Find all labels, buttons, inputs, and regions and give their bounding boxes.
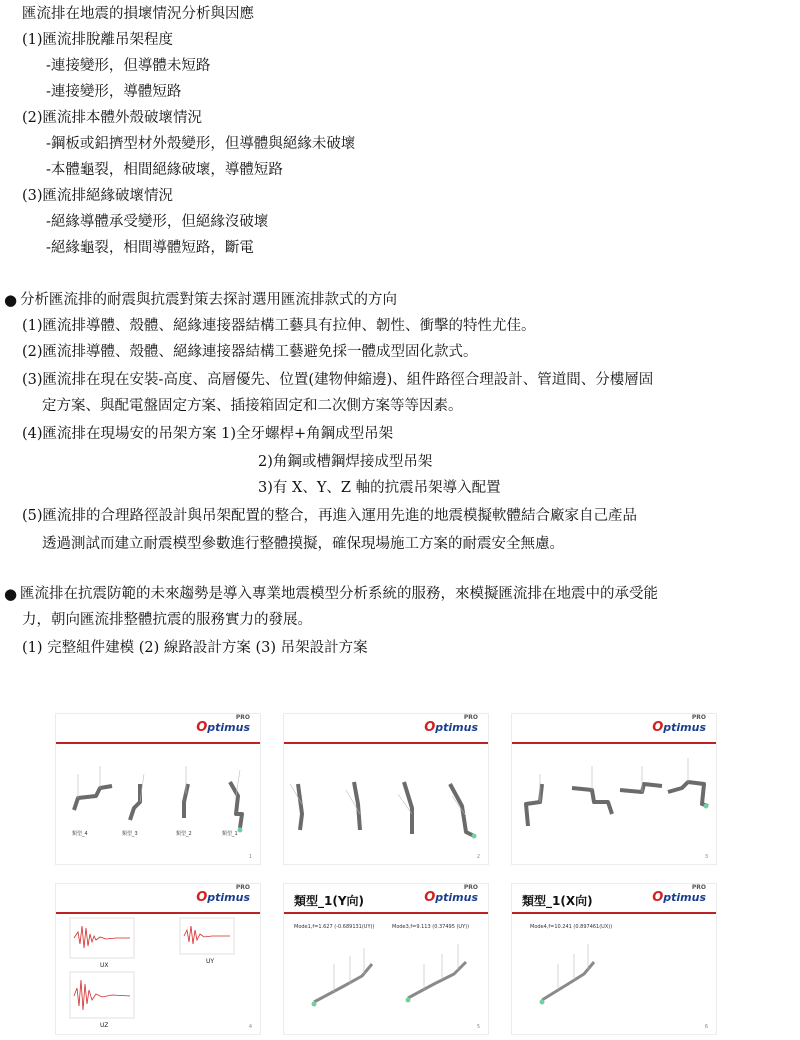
item-2-sub-1: -鋼板或鋁擠型材外殼變形，但導體與絕緣未破壞 bbox=[46, 136, 356, 152]
analysis-item-1: (1)匯流排導體、殼體、絕緣連接器結構工藝具有拉伸、韌性、衝擊的特性尤佳。 bbox=[22, 318, 536, 334]
analysis-item-2: (2)匯流排導體、殼體、絕緣連接器結構工藝避免採一體成型固化款式。 bbox=[22, 344, 478, 360]
section-title-3-cont: 力，朝向匯流排整體抗震的服務實力的發展。 bbox=[22, 612, 312, 628]
busway-model-figure bbox=[56, 744, 260, 864]
item-2-heading: (2)匯流排本體外殼破壞情況 bbox=[22, 110, 203, 126]
slide-5 bbox=[284, 884, 488, 1034]
analysis-item-5-cont: 透過測試而建立耐震模型參數進行整體摸擬，確保現場施工方案的耐震安全無慮。 bbox=[42, 536, 564, 552]
item-2-sub-2: -本體龜裂，相間絕緣破壞，導體短路 bbox=[46, 162, 283, 178]
item-1-sub-1: -連接變形，但導體未短路 bbox=[46, 58, 211, 74]
section-title-1: 匯流排在地震的損壞情況分析與因應 bbox=[22, 6, 254, 22]
optimus-logo: Optimus PRO bbox=[196, 884, 250, 905]
model-label: 類型_4 bbox=[72, 831, 88, 837]
slide-title: 類型_1(Y向) bbox=[294, 894, 365, 908]
plot-caption: UZ bbox=[100, 1022, 109, 1029]
busway-model-figure bbox=[284, 744, 488, 864]
page-number: 6 bbox=[704, 1024, 708, 1030]
model-label: 類型_1 bbox=[222, 831, 238, 837]
analysis-item-4: (4)匯流排在現場安的吊架方案 1)全牙螺桿+角鋼成型吊架 bbox=[22, 426, 394, 442]
item-3-heading: (3)匯流排絕緣破壞情況 bbox=[22, 188, 174, 204]
item-3-sub-1: -絕緣導體承受變形，但絕緣沒破壞 bbox=[46, 214, 269, 230]
analysis-item-4-opt-3: 3)有 X、Y、Z 軸的抗震吊架導入配置 bbox=[258, 480, 501, 496]
page-number: 1 bbox=[248, 854, 252, 860]
model-label: 類型_3 bbox=[122, 831, 138, 837]
mode-label: Mode1,f=1.627 (-0.689131(UY)) bbox=[294, 924, 375, 930]
analysis-item-3: (3)匯流排在現在安裝-高度、高層優先、位置(建物伸縮邊)、組件路徑合理設計、管道間、分樓層固 bbox=[22, 372, 654, 388]
analysis-item-4-opt-2: 2)角鋼或槽鋼焊接成型吊架 bbox=[258, 454, 433, 470]
analysis-item-3-cont: 定方案、與配電盤固定方案、插接箱固定和二次側方案等等因素。 bbox=[42, 398, 463, 414]
plot-caption: UX bbox=[100, 962, 109, 969]
mode-label: Mode4,f=10.241 (0.897461(UX)) bbox=[530, 924, 613, 930]
analysis-item-5: (5)匯流排的合理路徑設計與吊架配置的整合，再進入運用先進的地震模擬軟體結合廠家自己產品 bbox=[22, 508, 638, 524]
page-number: 5 bbox=[476, 1024, 480, 1030]
slide-3 bbox=[512, 714, 716, 864]
section-title-3: 匯流排在抗震防範的未來趨勢是導入專業地震模型分析系統的服務，來模擬匯流排在地震中的承受能 bbox=[20, 586, 658, 602]
service-items: (1) 完整組件建模 (2) 線路設計方案 (3) 吊架設計方案 bbox=[22, 640, 368, 656]
model-label: 類型_2 bbox=[176, 831, 192, 837]
bullet-icon: ● bbox=[4, 585, 18, 603]
section-title-2: 分析匯流排的耐震與抗震對策去探討選用匯流排款式的方向 bbox=[20, 292, 397, 308]
mode-shape-figure bbox=[512, 914, 716, 1034]
page-number: 3 bbox=[704, 854, 708, 860]
page-number: 4 bbox=[248, 1024, 252, 1030]
slide-title: 類型_1(X向) bbox=[522, 894, 593, 908]
busway-model-figure bbox=[512, 744, 716, 864]
mode-label: Mode3,f=9.113 (0.37495 (UY)) bbox=[392, 924, 470, 930]
page-number: 2 bbox=[476, 854, 480, 860]
bullet-icon: ● bbox=[4, 291, 18, 309]
item-1-heading: (1)匯流排脫離吊架程度 bbox=[22, 32, 174, 48]
mode-shape-figure bbox=[284, 914, 488, 1034]
optimus-logo: Optimus PRO bbox=[424, 884, 478, 905]
item-3-sub-2: -絕緣龜裂，相間導體短路，斷電 bbox=[46, 240, 254, 256]
plot-caption: UY bbox=[206, 958, 215, 965]
slide-6 bbox=[512, 884, 716, 1034]
optimus-logo: Optimus PRO bbox=[196, 714, 250, 735]
slide-2 bbox=[284, 714, 488, 864]
optimus-logo: Optimus PRO bbox=[652, 714, 706, 735]
slide-thumbnails bbox=[56, 714, 716, 1036]
slide-4 bbox=[56, 884, 260, 1034]
item-1-sub-2: -連接變形，導體短路 bbox=[46, 84, 182, 100]
optimus-logo: Optimus PRO bbox=[652, 884, 706, 905]
seismic-waveform-plots bbox=[56, 914, 260, 1034]
slide-1 bbox=[56, 714, 260, 864]
optimus-logo: Optimus PRO bbox=[424, 714, 478, 735]
